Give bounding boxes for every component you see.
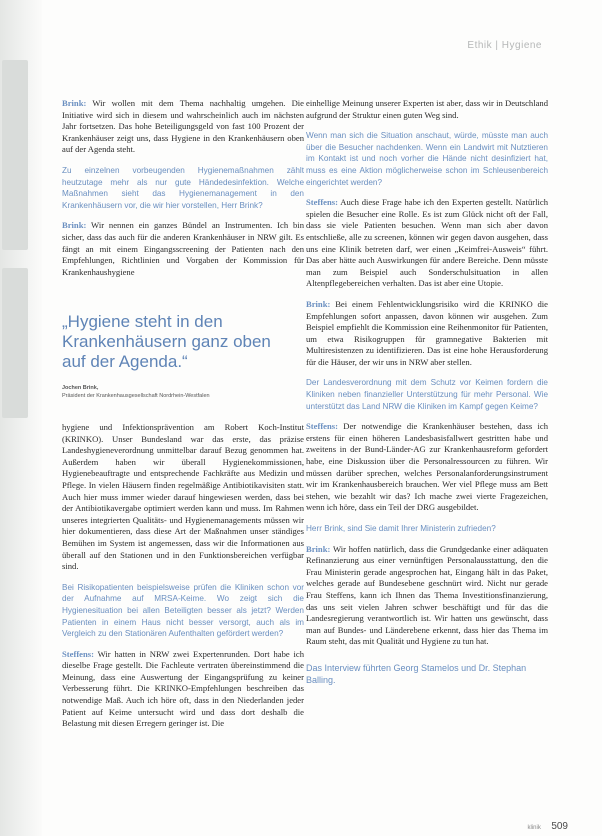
interview-credit: Das Interview führten Georg Stamelos und Dr. Stephan Balling. <box>306 662 527 685</box>
speaker-label: Brink: <box>62 98 87 108</box>
paragraph: einhellige Meinung unserer Experten ist aber, dass wir in Deutschland aufgrund der Struktur einen guten Weg sind. <box>306 98 548 120</box>
interview-question: Wenn man sich die Situation anschaut, würde, müsste man auch über die Besucher nachdenken. Wenn ein Landwirt mit Nutztieren im Kontakt ist und noch vorher die Hände nicht desinfiziert hat, muss es eine Aktion möglicherweise schon im Schleusenbereich eingerichtet werden? <box>306 131 548 187</box>
speaker-label: Brink: <box>306 543 331 554</box>
speaker-label: Steffens: <box>306 197 338 208</box>
edge-bar <box>2 268 28 418</box>
page-footer <box>528 816 568 834</box>
pull-quote-source <box>62 384 312 400</box>
paragraph-text: Der notwendige die Krankenhäuser bestehen, dass ich erstens für einen höheren Landesbasisfallwert gestritten habe und zweitens in der Bund-Länder-AG zur Krankenhausreform gefordert habe, eine Diskussion über die Personalressourcen zu führen. Wir müssen darüber sprechen, welches Personalanforderungsinstrument wir im Krankenhausbereich brauchen. Wer viel Pflege muss am Bett stehen, wie bezahlt wir das? Ich mache zwei vierte Fragezeichen, wenn ich höre, dass ein Teil der DRG ausgebildet. <box>306 421 548 513</box>
paragraph <box>306 544 548 648</box>
paragraph <box>306 197 548 290</box>
paragraph <box>62 649 304 730</box>
right-column <box>306 98 548 686</box>
paragraph-text: Bei einem Fehlentwicklungsrisiko wird die KRINKO die Empfehlungen sofort anpassen, davon können wir ausgehen. Zum Beispiel empfiehlt die Kommission eine Reihenmonitor für Patienten, um etwa Risikogruppen für gramnegative Bakterien mit Multiresistenzen zu identifizieren. Das ist eine hohe Herausforderung für die Häuser, der wir uns in NRW aber stellen. <box>306 298 548 367</box>
paragraph-text: Wir wollen mit dem Thema nachhaltig umgehen. Die Initiative wird sich in diesem und wahrscheinlich auch im nächsten Jahr fortsetzen. Das hohe Beteiligungsgeld von fast 100 Prozent der Krankenhäuser zeigt uns, dass Hygiene in den Krankenhäusern oben auf der Agenda steht. <box>62 98 304 155</box>
paragraph <box>62 220 304 278</box>
paragraph <box>306 421 548 514</box>
paragraph-text: Wir hatten in NRW zwei Expertenrunden. Dort habe ich dieselbe Frage gestellt. Die Fachleute vertraten übereinstimmend die Meinung, dass eine Auswertung der Eingangsprüfung zu keiner Verbesserung führt. Die KRINKO-Empfehlungen beschreiben das notwendige Maß. Auch ich höre oft, dass in den Niederlanden jeder Patient auf Keime untersucht wird und dass dort deshalb die Belastung mit diesen Erregern geringer ist. Die <box>62 648 304 729</box>
left-column-bottom <box>62 422 304 739</box>
paragraph <box>306 299 548 369</box>
left-column-top <box>62 98 304 287</box>
page-edge-strip <box>0 0 42 836</box>
interview-question: Bei Risikopatienten beispielsweise prüfen die Kliniken schon vor der Aufnahme auf MRSA-Keime. Wo zeigt sich die Hygienesituation bei allen Beteiligten besser als jetzt? Werden Patienten in einem Haus nicht besser versorgt, auch als im Vergleich zu den Stationären Aufenthalten gefördert werden? <box>62 582 304 639</box>
magazine-name: klinik <box>527 825 541 831</box>
paragraph <box>62 98 304 156</box>
section-tag: Ethik | Hygiene <box>467 40 542 51</box>
interview-question: Der Landesverordnung mit dem Schutz vor Keimen fordern die Kliniken neben finanzieller Unterstützung für mehr Personal. Wie unterstützt das Land NRW die Kliniken im Kampf gegen Keime? <box>306 378 548 411</box>
interview-question: Herr Brink, sind Sie damit Ihrer Ministerin zufrieden? <box>306 524 496 533</box>
paragraph-text: Auch diese Frage habe ich den Experten gestellt. Natürlich spielen die Besucher eine Rolle. Es ist zum Glück nicht oft der Fall, dass sie viele Patienten besuchen. Wenn man sich aber davon entschließe, alle zu screenen, können wir gegen davon ausgehen, dass uns eine Klinik betreten darf, wer einen „Keimfrei-Ausweis“ führt. Das aber hätte auch Auswirkungen für andere Bereiche. Denn müsste man zum Beispiel auch Sonderschulsituation in allen Altenpflegebereichen verhalten. Das ist aber eine Utopie. <box>306 197 548 289</box>
edge-bar <box>2 60 28 250</box>
paragraph-text: Wir hoffen natürlich, dass die Grundgedanke einer adäquaten Refinanzierung aus einer vernünftigen Personalausstattung, den die Frau Ministerin gerade angesprochen hat, Eingang hält in das Paket, welches gerade auf Bundesebene geschnürt wird. Nicht nur gerade Frau Steffens, kann ich Ihnen das Thema Investitionsfinanzierung, das uns seit vielen Jahren schwer beschäftigt und für das die Landesregierung verantwortlich ist. Wir hatten uns gewünscht, dass man auf Bundes- und Länderebene erkennt, dass hier das Thema im Raum steht, das mit Qualität und Hygiene zu tun hat. <box>306 543 548 647</box>
interview-question: Zu einzelnen vorbeugenden Hygienemaßnahmen zählt heutzutage mehr als nur gute Händedesinfektion. Welche Maßnahmen sieht das Hygienemanagement in den Krankenhäusern vor, die wir hier vorstellen, Herr Brink? <box>62 165 304 210</box>
page-number: 509 <box>551 821 568 832</box>
paragraph-text: Wir nennen ein ganzes Bündel an Instrumenten. Ich bin sicher, dass das auch für die anderen Krankenhäuser in NRW gilt. Es fängt an mit einem Eingangsscreening der Patienten nach den Empfehlungen, Richtlinien und Vorgaben der Kommission für Krankenhaushygiene <box>62 220 304 277</box>
speaker-label: Steffens: <box>306 421 338 432</box>
speaker-label: Steffens: <box>62 648 94 659</box>
speaker-label: Brink: <box>306 298 331 309</box>
speaker-label: Brink: <box>62 220 87 231</box>
pull-quote: „Hygiene steht in den Krankenhäusern ganz oben auf der Agenda.“ <box>62 312 271 371</box>
quote-author: Jochen Brink, <box>62 385 99 391</box>
quote-author-role: Präsident der Krankenhausgesellschaft Nordrhein-Westfalen <box>62 393 210 399</box>
paragraph: hygiene und Infektionsprävention am Robert Koch-Institut (KRINKO). Unser Bundesland war das erste, das präzise Landeshygieneverordnung unmittelbar darauf Bezug genommen hat. Außerdem haben wir überall Hygienekommissionen, Hygienebeauftragte und entsprechende Fachkräfte aus Medizin und Pflege. In vielen Häusern finden regelmäßige Antibiotikavisiten statt. Auch hier muss immer wieder darauf hingewiesen werden, dass bei der Antibiotikavergabe optimiert werden kann und muss. Im Rahmen unseres integrierten Qualitäts- und Hygienemanagements müssen wir hier dokumentieren, dass diese Art der Maßnahmen unser ständiges Bemühen im System ist angemessen, dass wir die Informationen aus überall auf den Stationen und in den Funktionsbereichen verfügbar sind. <box>62 422 304 572</box>
